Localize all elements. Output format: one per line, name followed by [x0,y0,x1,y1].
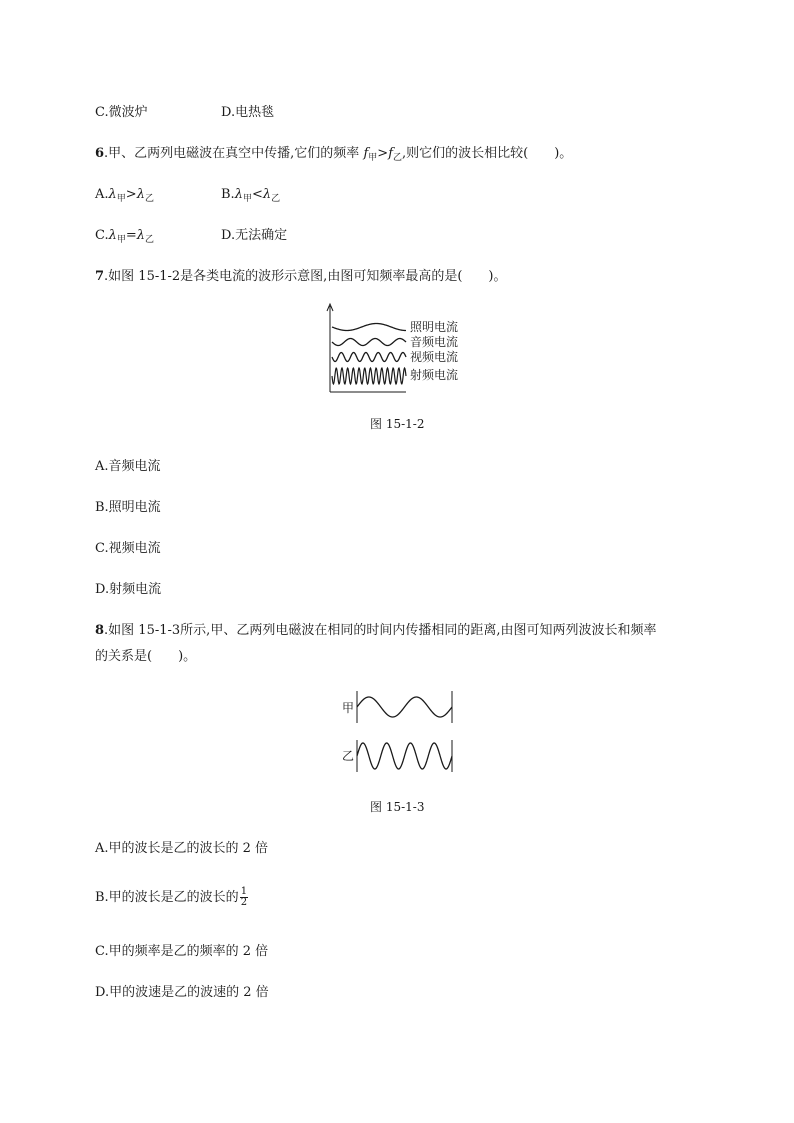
q7-stem [95,268,506,286]
figure-caption-15-1-2: 图 15-1-2 [370,417,425,431]
figure-caption-15-1-3: 图 15-1-3 [370,800,425,814]
jia-wave [357,697,452,717]
q6-option-b-sub2: 乙 [271,194,281,204]
fraction-one-half [240,887,248,908]
yi-wave [357,743,452,769]
q7-option-b: B.照明电流 [95,500,161,515]
q7-option-d: D.射频电流 [95,582,162,597]
q8-stem-line2: 的关系是( )。 [95,649,197,664]
wave-comparison-figure-15-1-3 [340,688,460,774]
label-yi: 乙 [342,749,355,763]
label-jia: 甲 [342,701,355,715]
lighting-current-wave [332,324,406,331]
q6-option-b-sub1: 甲 [242,194,252,204]
lambda-symbol: λ [262,187,272,202]
lambda-symbol: λ [136,228,146,243]
label-audio-current: 音频电流 [410,335,459,349]
q8-stem-line1 [95,622,656,640]
q8-number: 8 [95,623,105,638]
q6-number: 6 [95,146,105,161]
audio-current-wave [332,339,406,346]
q6-stem [95,145,572,164]
q6-option-c [95,227,154,246]
q6-option-b [221,186,280,205]
lambda-symbol: λ [234,187,243,202]
rf-current-wave [332,368,406,384]
q5-option-d: D.电热毯 [221,105,275,120]
lambda-symbol: λ [108,187,117,202]
q6-option-c-prefix: C. [95,228,109,243]
q6-option-a [95,186,154,205]
q6-option-d: D.无法确定 [221,228,288,243]
fraction-denominator: 2 [240,897,248,908]
label-lighting-current: 照明电流 [410,320,459,334]
q6-text-a: .甲、乙两列电磁波在真空中传播,它们的频率 [104,146,364,161]
q5-option-c: C.微波炉 [95,105,148,120]
q6-option-a-op: > [125,187,137,202]
video-current-wave [332,353,406,362]
label-rf-current: 射频电流 [410,368,459,382]
q8-option-a: A.甲的波长是乙的波长的 2 倍 [95,841,269,856]
q6-option-c-sub1: 甲 [116,235,126,245]
q8-option-b-text: B.甲的波长是乙的波长的 [95,890,239,905]
fraction-numerator: 1 [240,886,248,897]
q6-f1: f [363,146,369,161]
q6-option-b-prefix: B. [221,187,235,202]
q7-text: .如图 15-1-2是各类电流的波形示意图,由图可知频率最高的是( )。 [104,269,507,284]
q6-option-c-op: = [125,228,137,243]
q7-option-c: C.视频电流 [95,541,161,556]
q6-gt: > [377,146,389,161]
q6-option-c-sub2: 乙 [145,235,155,245]
label-video-current: 视频电流 [410,350,459,364]
q8-option-b [95,887,248,908]
q6-f1-sub: 甲 [368,153,378,163]
q6-option-b-op: < [251,187,263,202]
q6-f2: f [388,146,393,161]
q6-option-a-sub2: 乙 [144,194,154,204]
q6-option-a-sub1: 甲 [116,194,126,204]
lambda-symbol: λ [136,187,145,202]
q6-option-a-prefix: A. [95,187,109,202]
q6-f2-sub: 乙 [393,153,403,163]
q8-text-line1: .如图 15-1-3所示,甲、乙两列电磁波在相同的时间内传播相同的距离,由图可知两列波波长和频率 [104,623,657,638]
q8-option-d: D.甲的波速是乙的波速的 2 倍 [95,985,269,1000]
q7-option-a: A.音频电流 [95,459,161,474]
lambda-symbol: λ [108,228,117,243]
q7-number: 7 [95,269,105,284]
waveform-figure-15-1-2 [322,300,472,398]
q6-text-b: ,则它们的波长相比较( )。 [402,146,573,161]
q8-option-c: C.甲的频率是乙的频率的 2 倍 [95,944,269,959]
